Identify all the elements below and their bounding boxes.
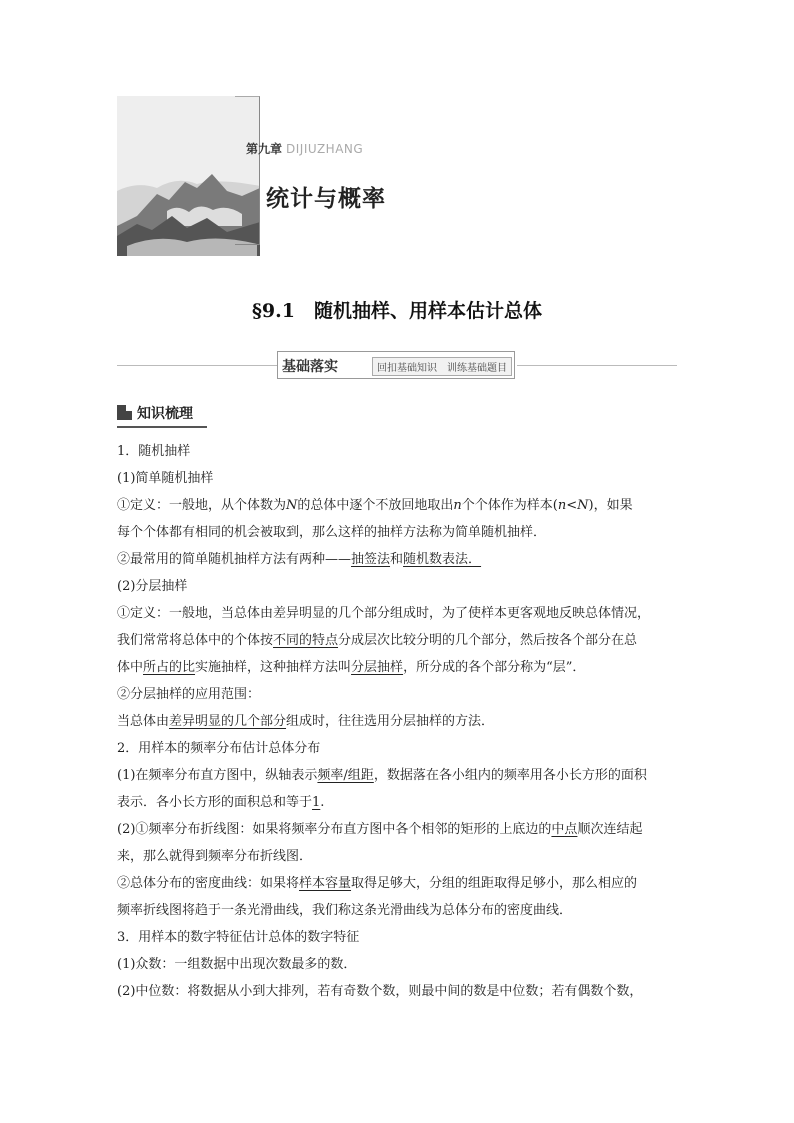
paragraph-stratified-line3: 体中所占的比实施抽样，这种抽样方法叫分层抽样，所分成的各个部分称为“层”． <box>117 660 586 675</box>
paragraph-stratified-line2: 我们常常将总体中的个体按不同的特点分成层次比较分明的几个部分，然后按各个部分在总 <box>117 633 638 648</box>
square-bullet-icon <box>117 405 132 420</box>
chapter-number: 第九章 <box>246 142 283 156</box>
paragraph-density-line1: ②总体分布的密度曲线：如果将样本容量取得足够大，分组的组距取得足够小，那么相应的 <box>117 876 638 891</box>
banner-frame <box>235 96 260 245</box>
paragraph-polygon-line2: 来，那么就得到频率分布折线图． <box>117 849 313 864</box>
underlined-term: 频率/组距 <box>317 768 374 783</box>
subheading-1-1: (1)简单随机抽样 <box>117 471 214 486</box>
paragraph-methods: ②最常用的简单随机抽样方法有两种——抽签法和随机数表法． <box>117 552 482 567</box>
knowledge-header-label: 知识梳理 <box>137 406 193 422</box>
foundation-box <box>277 351 515 379</box>
chapter-label <box>246 140 363 157</box>
paragraph-density-line2: 频率折线图将趋于一条光滑曲线，我们称这条光滑曲线为总体分布的密度曲线． <box>117 903 573 918</box>
underlined-term: 差异明显的几个部分 <box>169 714 287 729</box>
underlined-term: 1 <box>312 795 321 810</box>
paragraph-definition-line2: 每个个体都有相同的机会被取到，那么这样的抽样方法称为简单随机抽样． <box>117 525 547 540</box>
foundation-title: 基础落实 <box>282 359 338 375</box>
foundation-subtitle: 回扣基础知识 训练基础题目 <box>372 357 512 376</box>
underlined-term: 抽签法 <box>351 552 391 567</box>
underlined-term: 不同的特点 <box>273 633 339 648</box>
heading-1: 1．随机抽样 <box>117 444 191 459</box>
knowledge-header <box>117 402 207 424</box>
underlined-term: 所占的比 <box>143 660 196 675</box>
paragraph-median: (2)中位数：将数据从小到大排列，若有奇数个数，则最中间的数是中位数；若有偶数个数， <box>117 984 643 999</box>
underlined-term: 随机数表法． <box>403 552 482 567</box>
paragraph-histogram-line2: 表示．各小长方形的面积总和等于1. <box>117 795 325 810</box>
chapter-pinyin: DIJIUZHANG <box>286 142 364 156</box>
underlined-term: 分层抽样 <box>351 660 404 675</box>
section-title: §9.1 随机抽样、用样本估计总体 <box>252 300 542 322</box>
underlined-term: 中点 <box>551 822 578 837</box>
paragraph-mode: (1)众数：一组数据中出现次数最多的数． <box>117 957 357 972</box>
underlined-term: 样本容量 <box>299 876 352 891</box>
heading-3: 3．用样本的数字特征估计总体的数字特征 <box>117 930 360 945</box>
subheading-1-2: (2)分层抽样 <box>117 579 188 594</box>
paragraph-stratified-line1: ①定义：一般地，当总体由差异明显的几个部分组成时，为了使样本更客观地反映总体情况， <box>117 606 651 621</box>
paragraph-scope: 当总体由差异明显的几个部分组成时，往往选用分层抽样的方法． <box>117 714 495 729</box>
chapter-title: 统计与概率 <box>266 186 386 212</box>
divider-left <box>117 365 277 366</box>
heading-2: 2．用样本的频率分布估计总体分布 <box>117 741 321 756</box>
content-body <box>117 438 682 1005</box>
paragraph-polygon-line1: (2)①频率分布折线图：如果将频率分布直方图中各个相邻的矩形的上底边的中点顺次连结起 <box>117 822 643 837</box>
divider-right <box>517 365 677 366</box>
paragraph-histogram-line1: (1)在频率分布直方图中，纵轴表示频率/组距，数据落在各小组内的频率用各小长方形的面积 <box>117 768 647 783</box>
paragraph-definition-line1: ①定义：一般地，从个体数为N的总体中逐个不放回地取出n个个体作为样本(n<N)，如果 <box>117 498 633 513</box>
knowledge-header-rule <box>117 426 207 428</box>
paragraph-scope-label: ②分层抽样的应用范围： <box>117 687 261 702</box>
